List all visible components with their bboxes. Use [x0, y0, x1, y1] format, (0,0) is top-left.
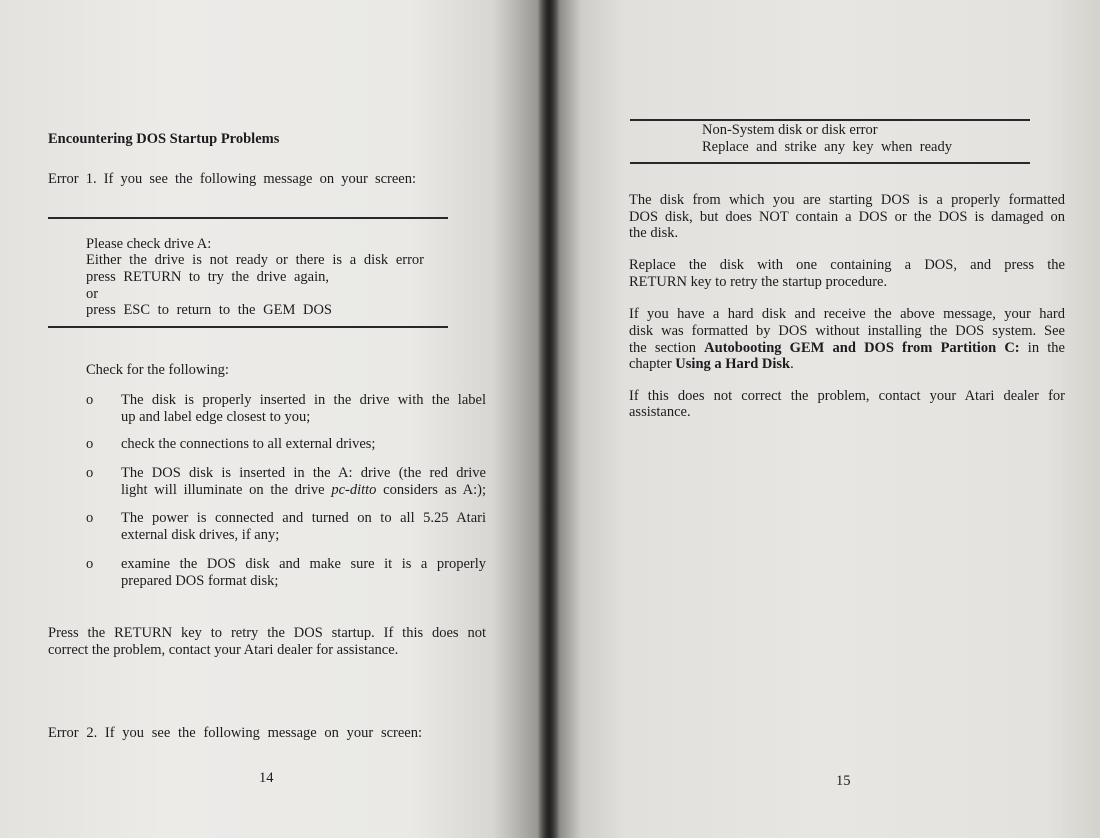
- message-line: Non-System disk or disk error: [702, 122, 878, 138]
- check-item-text: prepared DOS format disk;: [121, 573, 279, 589]
- message-line: Replace and strike any key when ready: [702, 139, 952, 155]
- check-item-text: The DOS disk is inserted in the A: drive (the red drive: [121, 465, 486, 481]
- closing-line: Press the RETURN key to retry the DOS startup. If this does not: [48, 625, 486, 641]
- message-line: press ESC to return to the GEM DOS: [86, 302, 332, 318]
- error-2-intro: Error 2. If you see the following message on your screen:: [48, 725, 422, 741]
- message-rule-top: [630, 119, 1030, 121]
- message-rule-bottom: [630, 162, 1030, 164]
- check-intro: Check for the following:: [86, 362, 229, 378]
- message-rule-top: [48, 217, 448, 219]
- message-line: Please check drive A:: [86, 236, 212, 252]
- list-bullet: o: [86, 392, 94, 408]
- message-line: press RETURN to try the drive again,: [86, 269, 329, 285]
- list-bullet: o: [86, 465, 94, 481]
- check-item-text: check the connections to all external drives;: [121, 436, 376, 452]
- check-item-text: external disk drives, if any;: [121, 527, 280, 543]
- check-item-text: examine the DOS disk and make sure it is a properly: [121, 556, 486, 572]
- page-number: 14: [259, 770, 274, 786]
- check-item-text: The power is connected and turned on to all 5.25 Atari: [121, 510, 486, 526]
- list-bullet: o: [86, 510, 94, 526]
- chapter-reference: Using a Hard Disk: [675, 356, 791, 372]
- book-spine-shadow: [538, 0, 560, 838]
- product-name: pc-ditto: [331, 482, 377, 498]
- page-number: 15: [836, 773, 851, 789]
- check-item-text: light will illuminate on the drive pc-ditto considers as A:);: [121, 482, 486, 498]
- message-line: Either the drive is not ready or there is a disk error: [86, 252, 424, 268]
- section-heading: Encountering DOS Startup Problems: [48, 131, 280, 147]
- closing-line: correct the problem, contact your Atari dealer for assistance.: [48, 642, 399, 658]
- right-page: Non-System disk or disk error Replace and strike any key when ready The disk from which you are starting DOS is a properly formatted DOS disk, but does NOT contain a DOS or the DOS is damaged on the disk. Replace the disk with one containing a DOS, and press the RETURN key to retry the startup procedure. If you have a hard disk and receive the above message, your hard disk was formatted by DOS without installing the DOS system. See the section Autobooting GEM and DOS from Partition C: in the chapter Using a Hard Disk. If this does not correct the problem, contact your Atari dealer for assistance. 15: [548, 0, 1100, 838]
- list-bullet: o: [86, 556, 94, 572]
- check-item-text: up and label edge closest to you;: [121, 409, 311, 425]
- left-page: [0, 0, 548, 838]
- list-bullet: o: [86, 436, 94, 452]
- check-item-text: The disk is properly inserted in the drive with the label: [121, 392, 486, 408]
- section-reference: Autobooting GEM and DOS from Partition C:: [704, 340, 1020, 356]
- message-line: or: [86, 286, 99, 302]
- error-1-intro: Error 1. If you see the following message on your screen:: [48, 171, 416, 187]
- message-rule-bottom: [48, 326, 448, 328]
